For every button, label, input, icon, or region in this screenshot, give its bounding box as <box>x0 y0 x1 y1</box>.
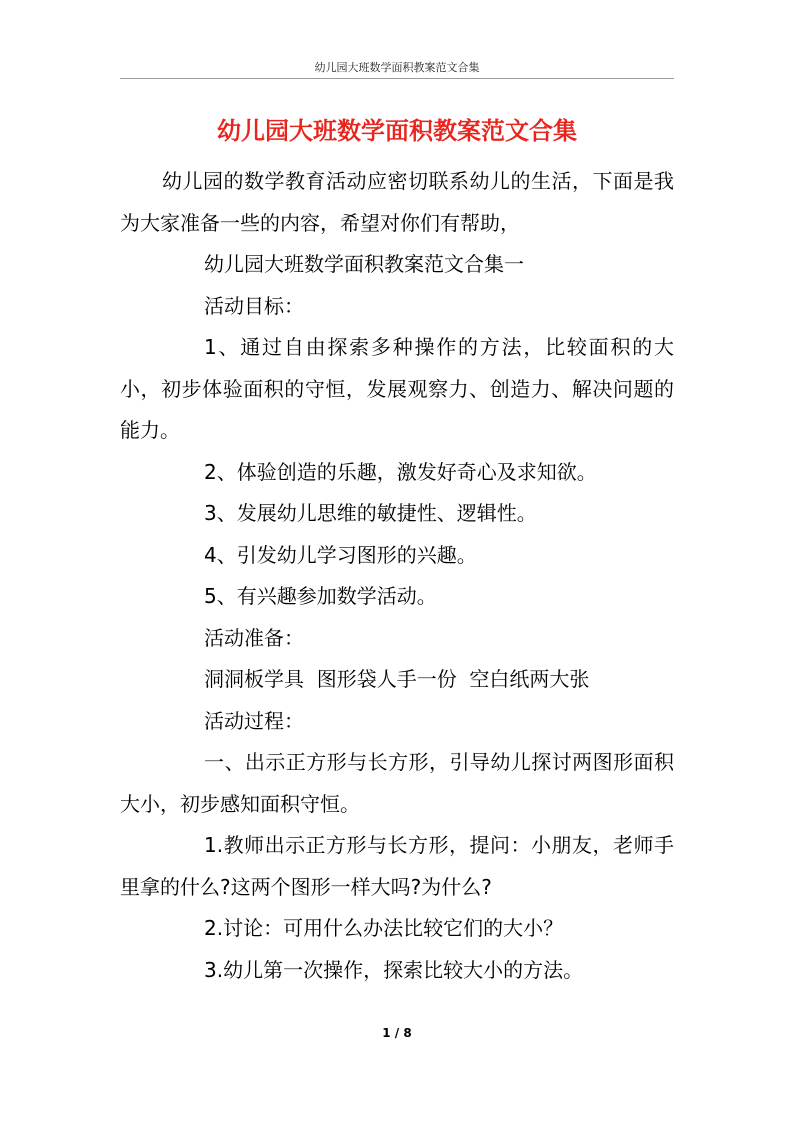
paragraph-process-step-1-1: 1.教师出示正方形与长方形，提问：小朋友，老师手里拿的什么?这两个图形一样大吗?为什么? <box>120 833 674 899</box>
paragraph-goal-3: 3、发展幼儿思维的敏捷性、逻辑性。 <box>204 501 537 525</box>
paragraph-process-step-1: 一、出示正方形与长方形，引导幼儿探讨两图形面积大小，初步感知面积守恒。 <box>120 750 674 816</box>
paragraph-process-step-1-2: 2.讨论：可用什么办法比较它们的大小？ <box>204 916 564 940</box>
paragraph-goal-5: 5、有兴趣参加数学活动。 <box>204 584 437 608</box>
paragraph-goal-4: 4、引发幼儿学习图形的兴趣。 <box>204 542 477 567</box>
paragraph-heading-preparation: 活动准备： <box>204 625 304 650</box>
document-body <box>120 161 674 991</box>
paragraph-section-title: 幼儿园大班数学面积教案范文合集一 <box>204 252 524 276</box>
paragraph-process-step-1-3: 3.幼儿第一次操作，探索比较大小的方法。 <box>204 957 584 982</box>
paragraph-heading-process: 活动过程： <box>204 708 304 733</box>
page-number: 1 / 8 <box>382 1026 412 1040</box>
paragraph-intro: 幼儿园的数学教育活动应密切联系幼儿的生活，下面是我为大家准备一些的内容，希望对你们有帮助， <box>120 169 674 235</box>
document-title: 幼儿园大班数学面积教案范文合集 <box>217 117 577 145</box>
paragraph-materials: 洞洞板学具 图形袋人手一份 空白纸两大张 <box>204 667 590 691</box>
header-divider <box>120 78 674 79</box>
paragraph-goal-2: 2、体验创造的乐趣，激发好奇心及求知欲。 <box>204 459 597 484</box>
paragraph-heading-goals: 活动目标： <box>204 293 304 318</box>
paragraph-goal-1: 1、通过自由探索多种操作的方法，比较面积的大小，初步体验面积的守恒，发展观察力、创造力、解决问题的能力。 <box>120 335 674 442</box>
running-header: 幼儿园大班数学面积教案范文合集 <box>314 61 480 74</box>
